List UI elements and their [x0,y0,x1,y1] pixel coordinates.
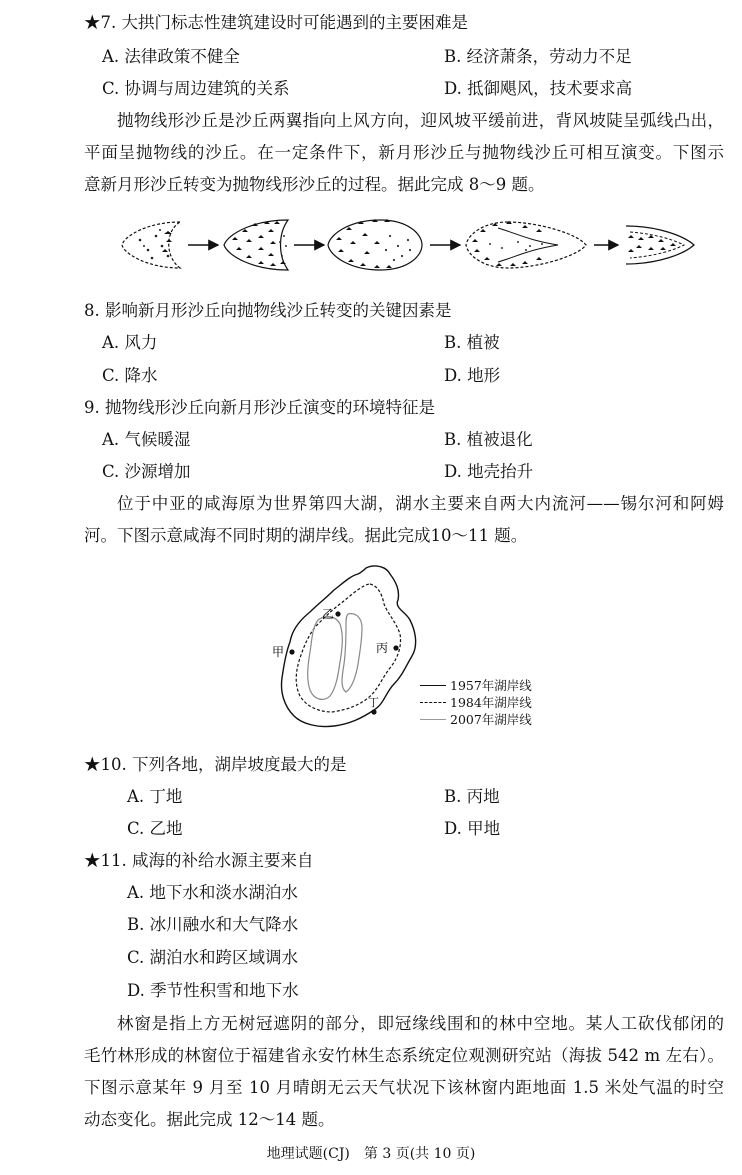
aral-sea-map [270,560,430,738]
q9-stem: 9. 抛物线形沙丘向新月形沙丘演变的环境特征是 [84,398,435,417]
shoreline-2007-west [308,617,343,700]
q7-option-c: C. 协调与周边建筑的关系 [102,79,290,98]
q10-option-a: A. 丁地 [127,787,183,806]
q7-stem: ★7. 大拱门标志性建筑建设时可能遇到的主要困难是 [84,13,468,32]
dune-evolution-diagram [118,216,698,274]
q7-option-d: D. 抵御飓风，技术要求高 [444,79,633,98]
label-yi: 乙 [322,607,335,621]
intro-dunes-line1: 抛物线形沙丘是沙丘两翼指向上风方向，迎风坡平缓前进，背风坡陡呈弧线凸出， [117,111,724,130]
dune-stage-2 [224,220,288,270]
intro-lake-line1: 位于中亚的咸海原为世界第四大湖，湖水主要来自两大内流河——锡尔河和阿姆 [117,494,724,513]
point-jia [289,649,294,654]
q8-stem: 8. 影响新月形沙丘向抛物线沙丘转变的关键因素是 [84,301,452,320]
map-legend [420,677,532,728]
point-ding [371,709,376,714]
q10-option-b: B. 丙地 [444,787,500,806]
q10-stem: ★10. 下列各地，湖岸坡度最大的是 [84,755,347,774]
page-footer: 地理试题(CJ) 第 3 页(共 10 页) [266,1146,476,1162]
intro-dunes [84,105,724,201]
shoreline-2007-east [342,614,362,692]
intro-forest-line1: 林窗是指上方无树冠遮阴的部分，即冠缘线围和的林中空地。某人工砍伐郁闭的 [117,1014,724,1033]
q11-stem: ★11. 咸海的补给水源主要来自 [84,851,314,870]
q9-option-b: B. 植被退化 [444,430,533,449]
legend-item-2007: 2007年湖岸线 [420,711,532,728]
dune-stage-4 [466,221,586,268]
q7-option-a: A. 法律政策不健全 [102,47,240,66]
legend-item-1984: 1984年湖岸线 [420,694,532,711]
label-ding: 丁 [368,696,379,709]
q10-option-c: C. 乙地 [127,819,183,838]
q8-option-d: D. 地形 [444,366,501,385]
intro-forest-line3: 下图示意某年 9 月至 10 月晴朗无云天气状况下该林窗内距地面 1.5 米处气温的时空 [84,1078,724,1097]
q9-option-c: C. 沙源增加 [102,462,191,481]
point-yi [335,611,340,616]
intro-lake [84,488,724,552]
dune-stage-3 [328,219,422,270]
q11-option-d: D. 季节性积雪和地下水 [127,981,299,1000]
q11-option-b: B. 冰川融水和大气降水 [127,915,299,934]
intro-dunes-line3: 意新月形沙丘转变为抛物线形沙丘的过程。据此完成 8～9 题。 [84,175,545,194]
q10-option-d: D. 甲地 [444,819,501,838]
intro-lake-line2: 河。下图示意咸海不同时期的湖岸线。据此完成10～11 题。 [84,526,528,545]
q9-option-d: D. 地壳抬升 [444,462,534,481]
label-bing: 丙 [376,641,389,655]
intro-dunes-line2: 平面呈抛物线的沙丘。在一定条件下，新月形沙丘与抛物线沙丘可相互演变。下图示 [84,143,724,162]
q9-option-a: A. 气候暖湿 [102,430,191,449]
intro-forest-line4: 动态变化。据此完成 12～14 题。 [84,1110,335,1129]
q8-option-b: B. 植被 [444,333,500,352]
point-bing [393,645,398,650]
legend-item-1957: 1957年湖岸线 [420,677,532,694]
q7-option-b: B. 经济萧条，劳动力不足 [444,47,632,66]
label-jia: 甲 [272,645,285,659]
q8-option-a: A. 风力 [102,333,158,352]
dune-stage-1 [122,222,180,268]
q8-option-c: C. 降水 [102,366,158,385]
intro-forest [84,1008,724,1136]
dune-stage-5 [626,226,694,264]
q11-option-a: A. 地下水和淡水湖泊水 [127,883,298,902]
intro-forest-line2: 毛竹林形成的林窗位于福建省永安竹林生态系统定位观测研究站（海拔 542 m 左右）。 [84,1046,724,1065]
q11-option-c: C. 湖泊水和跨区域调水 [127,948,299,967]
